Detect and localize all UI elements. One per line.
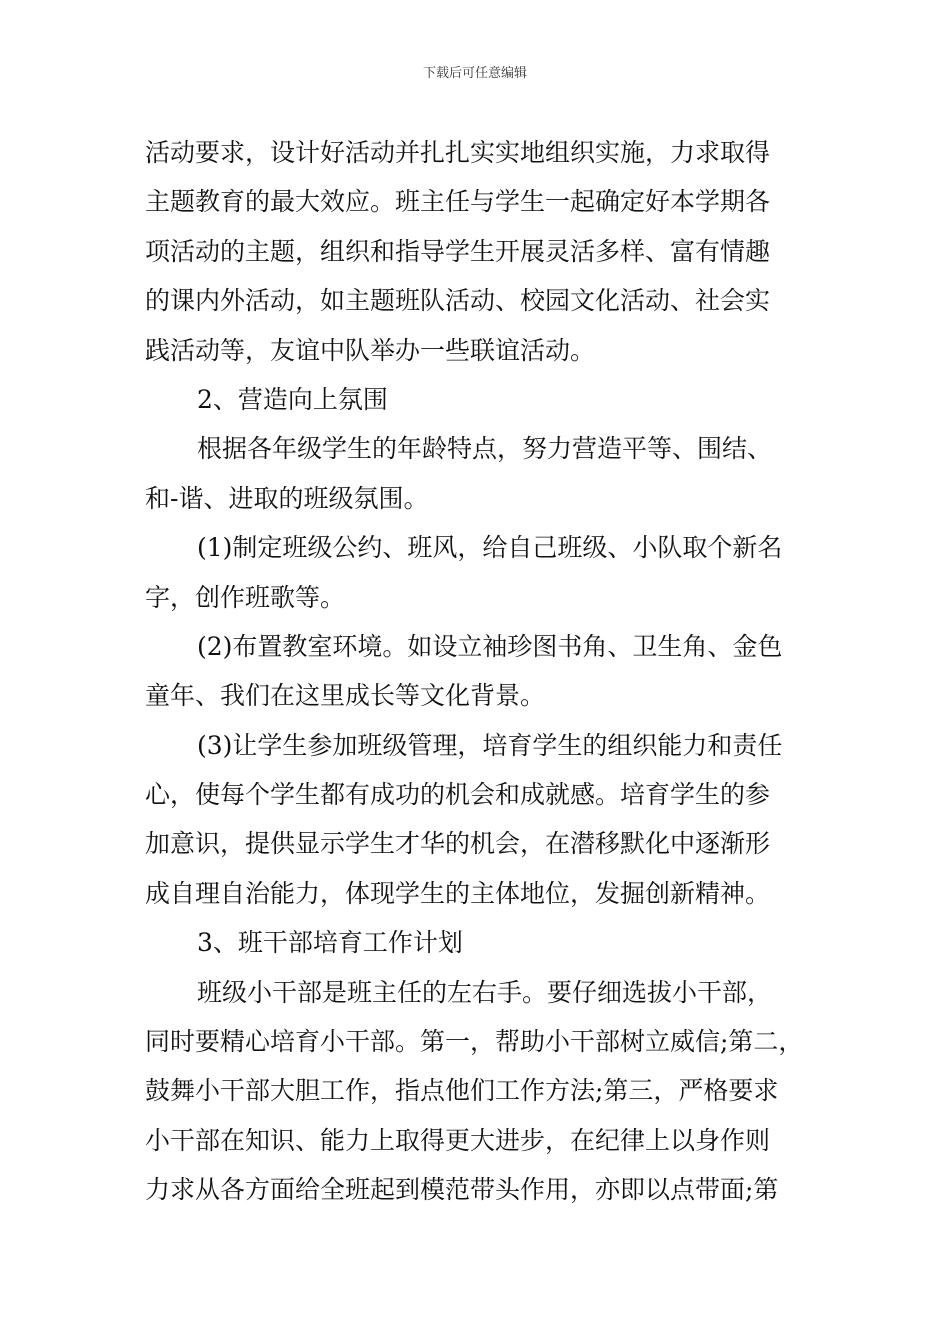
text-line: 活动要求，设计好活动并扎扎实实地组织实施，力求取得 bbox=[145, 138, 771, 167]
section-heading: 3、班干部培育工作计划 bbox=[197, 928, 463, 958]
page-header: 下载后可任意编辑 bbox=[422, 66, 527, 81]
body-text bbox=[145, 128, 810, 1215]
text-line: 践活动等，友谊中队举办一些联谊活动。 bbox=[145, 335, 596, 365]
text-line: 小干部在知识、能力上取得更大进步，在纪律上以身作则 bbox=[145, 1125, 771, 1155]
text-line: 字，创作班歌等。 bbox=[145, 582, 346, 612]
text-line: (1)制定班级公约、班风，给自己班级、小队取个新名 bbox=[197, 533, 783, 563]
text-line: (2)布置教室环境。如设立袖珍图书角、卫生角、金色 bbox=[197, 631, 783, 661]
text-line: 童年、我们在这里成长等文化背景。 bbox=[145, 681, 546, 711]
section-heading: 2、营造向上氛围 bbox=[197, 384, 388, 414]
text-line: 主题教育的最大效应。班主任与学生一起确定好本学期各 bbox=[145, 187, 771, 217]
text-line: 力求从各方面给全班起到模范带头作用，亦即以点带面;第 bbox=[145, 1175, 779, 1205]
text-line: 项活动的主题，组织和指导学生开展灵活多样、富有情趣 bbox=[145, 236, 771, 266]
text-line: 同时要精心培育小干部。第一，帮助小干部树立威信;第二， bbox=[145, 1027, 804, 1057]
text-line: 和-谐、进取的班级氛围。 bbox=[145, 483, 429, 513]
text-line: 加意识，提供显示学生才华的机会，在潜移默化中逐渐形 bbox=[145, 829, 771, 859]
text-line: 根据各年级学生的年龄特点，努力营造平等、围结、 bbox=[197, 434, 773, 464]
text-line: 成自理自治能力，体现学生的主体地位，发掘创新精神。 bbox=[145, 878, 771, 908]
text-line: 的课内外活动，如主题班队活动、校园文化活动、社会实 bbox=[145, 286, 771, 316]
text-line: (3)让学生参加班级管理，培育学生的组织能力和责任 bbox=[197, 730, 783, 760]
text-line: 班级小干部是班主任的左右手。要仔细选拔小干部， bbox=[197, 977, 773, 1007]
text-line: 心，使每个学生都有成功的机会和成就感。培育学生的参 bbox=[145, 780, 771, 810]
text-line: 鼓舞小干部大胆工作，指点他们工作方法;第三，严格要求 bbox=[145, 1076, 779, 1106]
